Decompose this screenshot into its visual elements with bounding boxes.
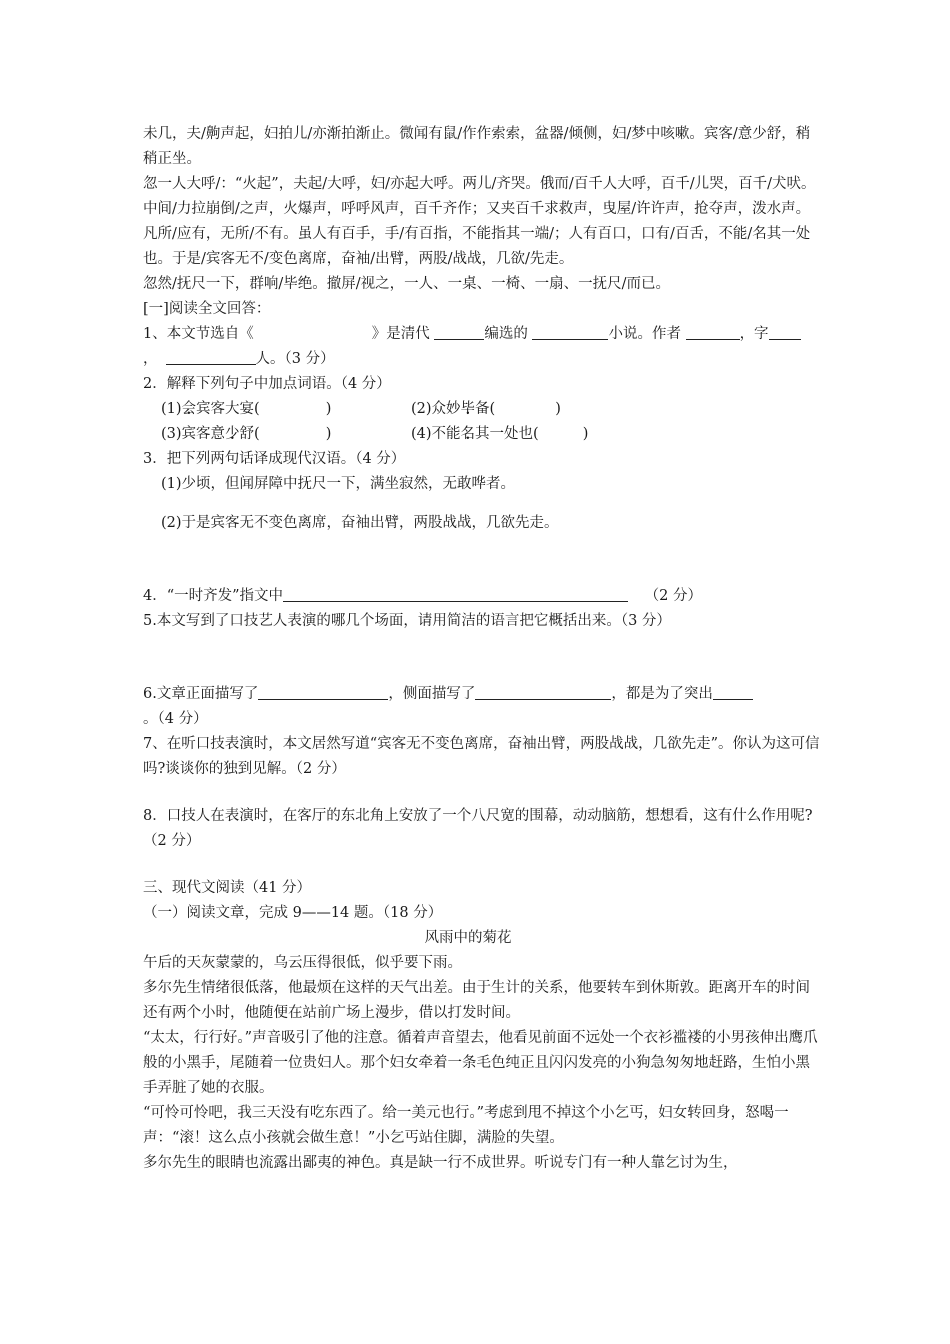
- q2-item-1: (1)会宾客大宴( ): [161, 401, 332, 417]
- article-paragraph: “太太，行行好。”声音吸引了他的注意。循着声音望去，他看见前面不远处一个衣衫褴褛的小男孩伸出鹰爪般的小黑手，尾随着一位贵妇人。那个妇女牵着一条毛色纯正且闪闪发亮的小狗急匆匆地赶路，生怕小黑手弄脏了她的衣服。: [143, 1030, 818, 1096]
- question-6-cont: 。（4 分）: [143, 711, 208, 727]
- question-3-sentence-2: (2)于是宾客无不变色离席，奋袖出臂，两股战战，几欲先走。: [161, 515, 559, 531]
- question-3-sentence-1: (1)少顷，但闻屏障中抚尺一下，满坐寂然，无敢哗者。: [161, 476, 516, 492]
- article-paragraph: 午后的天灰蒙蒙的，乌云压得很低，似乎要下雨。: [143, 955, 462, 971]
- section1-heading: [一]阅读全文回答：: [143, 301, 271, 317]
- question-2-row-2: [143, 422, 823, 447]
- answer-blank[interactable]: [713, 685, 753, 700]
- passage-paragraph-1: 未几，夫/齁声起，妇拍儿/亦渐拍渐止。微闻有鼠/作作索索，盆器/倾侧，妇/梦中咳嗽。宾客/意少舒，稍稍正坐。: [143, 126, 811, 167]
- answer-blank[interactable]: [532, 325, 608, 340]
- question-5: 5.本文写到了口技艺人表演的哪几个场面，请用简洁的语言把它概括出来。（3 分）: [143, 613, 671, 629]
- passage-paragraph-3: 忽然/抚尺一下，群响/毕绝。撤屏/视之，一人、一桌、一椅、一扇、一抚尺/而已。: [143, 276, 671, 292]
- question-7: 7、在听口技表演时，本文居然写道“宾客无不变色离席，奋袖出臂，两股战战，几欲先走”。你认为这可信吗?谈谈你的独到见解。（2 分）: [143, 736, 820, 777]
- q2-item-3: (3)宾客意少舒( ): [161, 426, 332, 442]
- question-1: 1、本文节选自《 》是清代 编选的 小说。作者 ，字: [143, 322, 823, 347]
- article-title: 风雨中的菊花: [424, 930, 512, 946]
- passage-paragraph-2: 忽一人大呼/：“火起”，夫起/大呼，妇/亦起大呼。两儿/齐哭。俄而/百千人大呼，百千/儿哭，百千/犬吠。中间/力拉崩倒/之声，火爆声，呼呼风声，百千齐作；又夹百千求救声，曳屋/许许声，抢夺声，泼水声。凡所/应有，无所/不有。虽人有百手，手/有百指，不能指其一端/；人有百口，口有/百舌，不能/名其一处也。于是/宾客无不/变色离席，奋袖/出臂，两股/战战，几欲/先走。: [143, 176, 816, 267]
- question-2-title: 2．解释下列句子中加点词语。（4 分）: [143, 376, 391, 392]
- answer-blank[interactable]: [686, 325, 740, 340]
- answer-blank[interactable]: [258, 685, 388, 700]
- article-paragraph: “可怜可怜吧，我三天没有吃东西了。给一美元也行。”考虑到甩不掉这个小乞丐，妇女转回身，怒喝一声：“滚！这么点小孩就会做生意！”小乞丐站住脚，满脸的失望。: [143, 1105, 789, 1146]
- section3-subheading: （一）阅读文章，完成 9——14 题。（18 分）: [143, 905, 443, 921]
- answer-blank[interactable]: [166, 350, 256, 365]
- q2-item-2: (2)众妙毕备( ): [411, 401, 561, 417]
- q2-item-4: (4)不能名其一处也( ): [411, 426, 589, 442]
- answer-blank[interactable]: [769, 325, 801, 340]
- answer-blank[interactable]: [475, 685, 611, 700]
- page-content: [143, 122, 823, 1176]
- answer-blank[interactable]: [434, 325, 484, 340]
- question-2-row-1: [143, 397, 823, 422]
- question-6: 6.文章正面描写了 ，侧面描写了 ，都是为了突出: [143, 682, 823, 707]
- question-4: 4．“一时齐发”指文中 （2 分）: [143, 588, 703, 604]
- question-8: 8．口技人在表演时，在客厅的东北角上安放了一个八尺宽的围幕，动动脑筋，想想看，这有什么作用呢?（2 分）: [143, 808, 813, 849]
- answer-blank[interactable]: [283, 587, 628, 602]
- question-3-title: 3．把下列两句话译成现代汉语。（4 分）: [143, 451, 406, 467]
- section3-heading: 三、现代文阅读（41 分）: [143, 880, 312, 896]
- article-paragraph: 多尔先生的眼睛也流露出鄙夷的神色。真是缺一行不成世界。听说专门有一种人靠乞讨为生，: [143, 1155, 738, 1171]
- article-paragraph: 多尔先生情绪很低落，他最烦在这样的天气出差。由于生计的关系，他要转车到休斯敦。距离开车的时间还有两个小时，他随便在站前广场上漫步，借以打发时间。: [143, 980, 810, 1021]
- question-1-cont: ， 人。（3 分）: [143, 351, 335, 367]
